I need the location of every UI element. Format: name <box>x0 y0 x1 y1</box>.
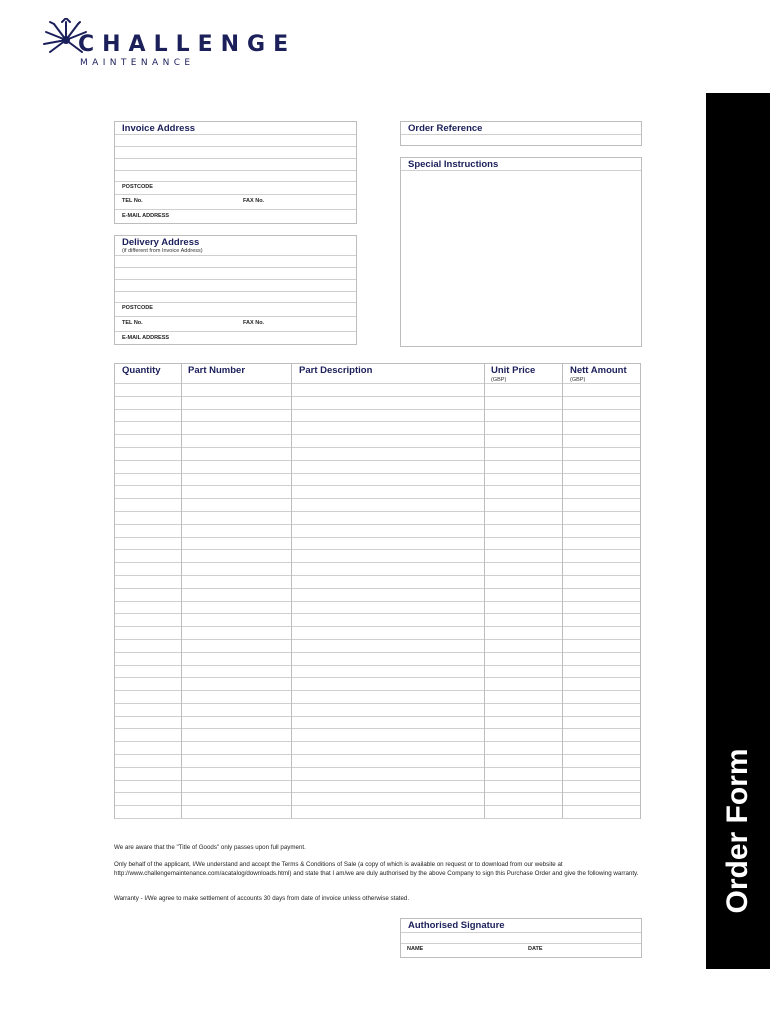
terms-conditions-text: Only behalf of the applicant, I/We understand and accept the Terms & Conditions of Sale (a copy of which is available on request or to download from our website at http://www.challengemaintenance.com/acatalog/downloads.html) and state that I am/we are duly authorised by the above Company to sign this Purchase Order and give the following warranty. <box>114 861 639 877</box>
delivery-email-label: E-MAIL ADDRESS <box>122 335 170 341</box>
delivery-address-box <box>114 235 357 345</box>
signature-name-label: NAME <box>407 946 424 952</box>
delivery-postcode-label: POSTCODE <box>122 305 153 311</box>
invoice-fax-label: FAX No. <box>243 198 265 204</box>
column-part-number: Part Number <box>188 365 246 376</box>
column-unit-price: Unit Price <box>491 365 536 376</box>
column-part-description: Part Description <box>299 365 373 376</box>
authorised-signature-title: Authorised Signature <box>408 920 505 931</box>
company-logo <box>40 18 400 74</box>
table-row-line <box>115 818 640 819</box>
column-unit-price-unit: (GBP) <box>491 377 507 383</box>
invoice-address-box <box>114 121 357 224</box>
authorised-signature-box <box>400 918 642 958</box>
special-instructions-title: Special Instructions <box>408 159 499 170</box>
warranty-text: Warranty - I/We agree to make settlement of accounts 30 days from date of invoice unless otherwise stated. <box>114 895 410 902</box>
order-table <box>114 363 641 819</box>
column-quantity: Quantity <box>122 365 161 376</box>
signature-date-label: DATE <box>528 946 543 952</box>
order-form-side-title-wrap <box>706 93 770 969</box>
special-instructions-box <box>400 157 642 347</box>
column-nett-amount-unit: (GBP) <box>570 377 586 383</box>
invoice-email-label: E-MAIL ADDRESS <box>122 213 170 219</box>
order-reference-box <box>400 121 642 146</box>
brand-tagline: MAINTENANCE <box>80 58 195 68</box>
delivery-fax-label: FAX No. <box>243 320 265 326</box>
delivery-address-title: Delivery Address <box>122 237 200 248</box>
title-of-goods-text: We are aware that the "Title of Goods" only passes upon full payment. <box>114 844 306 851</box>
invoice-tel-label: TEL No. <box>122 198 143 204</box>
brand-name: CHALLENGE <box>78 32 297 57</box>
delivery-tel-label: TEL No. <box>122 320 143 326</box>
invoice-postcode-label: POSTCODE <box>122 184 153 190</box>
order-reference-title: Order Reference <box>408 123 483 134</box>
column-nett-amount: Nett Amount <box>570 365 627 376</box>
order-form-side-title: Order Form <box>721 748 754 914</box>
delivery-address-subtitle: (if different from Invoice Address) <box>122 248 203 254</box>
invoice-address-title: Invoice Address <box>122 123 196 134</box>
